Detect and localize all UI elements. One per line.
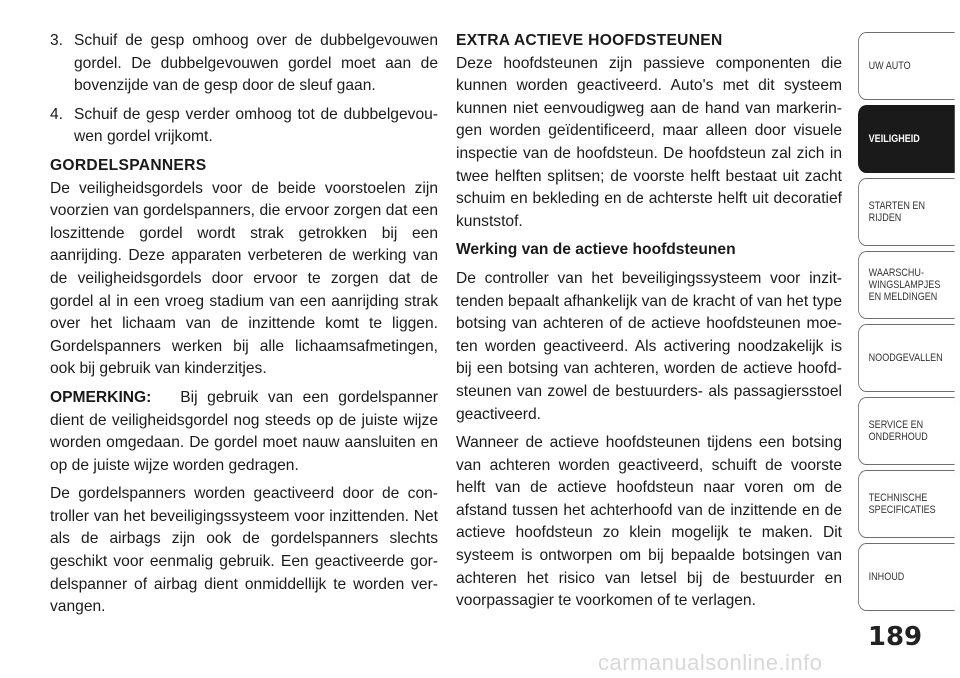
note-text: Bij gebruik van een gordelspanner dient de veiligheidsgordel nog steeds op de juiste wijze worden omgedaan. De gordel moet nauw aansluiten en op de juiste wijze worden gedragen. [50, 388, 438, 474]
left-column [50, 30, 438, 625]
tab-technische-specificaties[interactable] [858, 470, 955, 538]
paragraph: Deze hoofdsteunen zijn passieve componenten die kunnen worden geactiveerd. Auto's met dit systeem kunnen niet eenvoudigweg aan de hand van markerin-gen worden geïdentificeerd, maar alleen door visuele inspectie van de hoofdsteun. De hoofdsteun zal zich in twee helften splitsen; de voorste helft bestaat uit zacht schuim en bekleding en de achterste helft uit decoratief kunststof. [456, 54, 842, 230]
list-text: Schuif de gesp verder omhoog tot de dubbelgevou-wen gordel vrijkomt. [74, 105, 438, 146]
section-heading-hoofdsteunen: EXTRA ACTIEVE HOOFDSTEUNEN [456, 32, 723, 49]
list-number: 4. [50, 105, 64, 123]
tab-label: UW AUTO [868, 60, 911, 72]
list-number: 3. [50, 32, 64, 49]
tab-label: NOODGEVALLEN [868, 352, 943, 364]
list-item [50, 30, 438, 98]
right-column [456, 30, 842, 619]
tab-inhoud[interactable] [858, 543, 955, 611]
tab-service-en-onderhoud[interactable] [858, 397, 955, 465]
tab-waarschuwingslampjes[interactable] [858, 251, 955, 319]
tab-label: WAARSCHU- WINGSLAMPJES EN MELDINGEN [868, 267, 941, 303]
list-text: Schuif de gesp omhoog over de dubbelgevouwen gordel. De dubbelgevouwen gordel moet aan de bovenzijde van de gesp door de sleuf gaan. [74, 32, 438, 95]
paragraph: Wanneer de actieve hoofdsteunen tijdens een botsing van achteren worden geactiveerd, schuift de voorste helft van de actieve hoofdsteun naar voren om de afstand tussen het achterhoofd van de inzittende en de actieve hoofdsteun zo klein mogelijk te maken. Dit systeem is ontworpen om bij bepaalde botsingen van achteren het risico van letsel bij de bestuurder en voorpassagier te voorkomen of te verlagen. [456, 434, 842, 610]
watermark: carmanualsonline.info [598, 650, 823, 675]
chapter-tabs [858, 32, 960, 616]
tab-label: STARTEN EN RIJDEN [868, 200, 925, 224]
tab-veiligheid[interactable] [858, 105, 955, 173]
tab-uw-auto[interactable] [858, 32, 955, 100]
tab-noodgevallen[interactable] [858, 324, 955, 392]
paragraph: De gordelspanners worden geactiveerd door de con-troller van het beveiligingssysteem voor inzittenden. Net als de airbags zijn ook de gordelspanners slechts geschikt voor eenmalig gebruik. Een geactiveerde gor-delspanner of airbag dient onmiddellijk te worden ver-vangen. [50, 485, 438, 616]
page-number: 189 [867, 622, 923, 652]
tab-starten-en-rijden[interactable] [858, 178, 955, 246]
tab-label: SERVICE EN ONDERHOUD [868, 419, 928, 443]
note-label: OPMERKING: [50, 388, 152, 406]
tab-label: VEILIGHEID [868, 133, 920, 145]
subheading: Werking van de actieve hoofdsteunen [456, 241, 736, 259]
section-heading-gordelspanners: GORDELSPANNERS [50, 156, 207, 174]
tab-label: TECHNISCHE SPECIFICATIES [868, 492, 936, 516]
paragraph: De controller van het beveiligingssysteem voor inzit-tenden bepaalt afhankelijk van de kracht of van het type botsing van achteren of de actieve hoofdsteunen moe-ten worden geactiveerd. Als activering noodzakelijk is bij een botsing van achteren, worden de actieve hoofd-steunen van zowel de bestuurders- als passagiersstoel geactiveerd. [456, 269, 842, 423]
paragraph: De veiligheidsgordels voor de beide voorstoelen zijn voorzien van gordelspanners, die ervoor zorgen dat een loszittende gordel wordt strak getrokken bij een aanrijding. Deze apparaten verbeteren de werking van de veiligheidsgordels door ervoor te zorgen dat de gordel al in een vroeg stadium van een aanrijding strak over het lichaam van de inzittende komt te liggen. Gordelspanners werken bij alle lichaamsafmetingen, ook bij gebruik van kinderzitjes. [50, 179, 438, 378]
tab-label: INHOUD [868, 571, 905, 583]
list-item [50, 104, 438, 149]
note-paragraph [50, 387, 438, 477]
